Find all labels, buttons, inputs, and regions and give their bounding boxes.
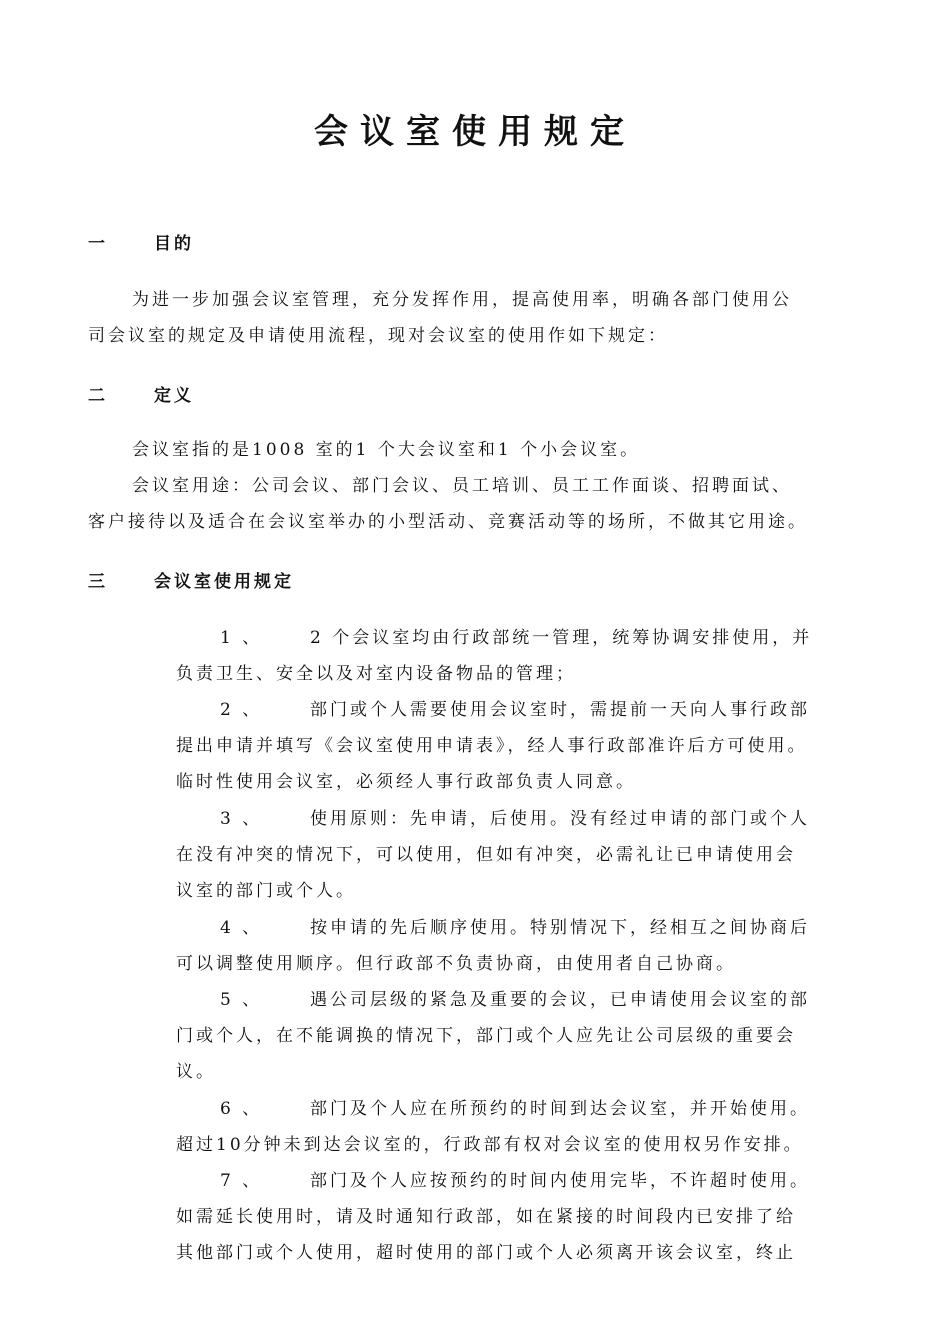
rule-item (176, 1091, 876, 1163)
rule-first-line (176, 801, 876, 837)
rule-text: 部门及个人应在所预约的时间到达会议室，并开始使用。 (310, 1099, 810, 1119)
rule-item (176, 620, 876, 692)
rule-item (176, 801, 876, 909)
rule-line: 临时性使用会议室，必须经人事行政部负责人同意。 (176, 772, 636, 792)
section-heading-definition (88, 381, 194, 406)
section-number: 一 (88, 234, 108, 254)
section-title: 定义 (154, 386, 194, 406)
paragraph-line: 客户接待以及适合在会议室举办的小型活动、竞赛活动等的场所，不做其它用途。 (88, 512, 808, 532)
rule-text: 使用原则：先申请，后使用。没有经过申请的部门或个人 (310, 809, 810, 829)
rule-item (176, 1163, 876, 1271)
paragraph-line: 会议室用途：公司会议、部门会议、员工培训、员工工作面谈、招聘面试、 (132, 476, 792, 496)
rule-item (176, 692, 876, 800)
section-heading-purpose (88, 229, 194, 254)
rule-text: 部门及个人应按预约的时间内使用完毕，不许超时使用。 (310, 1171, 810, 1191)
rule-text: 部门或个人需要使用会议室时，需提前一天向人事行政部 (310, 700, 810, 720)
rule-line: 如需延长使用时，请及时通知行政部，如在紧接的时间段内已安排了给 (176, 1207, 796, 1227)
rule-line: 可以调整使用顺序。但行政部不负责协商，由使用者自己协商。 (176, 954, 736, 974)
rule-text: 2 个会议室均由行政部统一管理，统筹协调安排使用，并 (310, 628, 813, 648)
paragraph-line: 会议室指的是1008 室的1 个大会议室和1 个小会议室。 (132, 440, 641, 460)
rule-number: 2 、 (220, 700, 263, 720)
rule-line: 议室的部门或个人。 (176, 881, 356, 901)
rule-line: 超过10分钟未到达会议室的，行政部有权对会议室的使用权另作安排。 (176, 1135, 804, 1155)
section-title: 目的 (154, 234, 194, 254)
section-heading-rules (88, 567, 294, 592)
section-number: 二 (88, 386, 108, 406)
rule-item (176, 910, 876, 982)
rule-number: 5 、 (220, 990, 263, 1010)
rule-first-line (176, 1163, 876, 1199)
paragraph-line: 为进一步加强会议室管理，充分发挥作用，提高使用率，明确各部门使用公 (132, 290, 792, 310)
rule-number: 7 、 (220, 1171, 263, 1191)
rule-first-line (176, 620, 876, 656)
rule-line: 在没有冲突的情况下，可以使用，但如有冲突，必需礼让已申请使用会 (176, 845, 796, 865)
rule-line: 其他部门或个人使用，超时使用的部门或个人必须离开该会议室，终止 (176, 1243, 796, 1263)
document-title: 会议室使用规定 (314, 112, 636, 152)
rule-item (176, 982, 876, 1090)
rule-line: 门或个人，在不能调换的情况下，部门或个人应先让公司层级的重要会 (176, 1026, 796, 1046)
paragraph-line: 司会议室的规定及申请使用流程，现对会议室的使用作如下规定： (88, 326, 668, 346)
rule-number: 4 、 (220, 918, 263, 938)
section-title: 会议室使用规定 (154, 572, 294, 592)
rule-text: 按申请的先后顺序使用。特别情况下，经相互之间协商后 (310, 918, 810, 938)
rule-first-line (176, 1091, 876, 1127)
rule-text: 遇公司层级的紧急及重要的会议，已申请使用会议室的部 (310, 990, 810, 1010)
rule-line: 提出申请并填写《会议室使用申请表》，经人事行政部准许后方可使用。 (176, 736, 808, 756)
rule-number: 1 、 (220, 628, 263, 648)
rule-line: 负责卫生、安全以及对室内设备物品的管理； (176, 664, 576, 684)
rule-first-line (176, 982, 876, 1018)
rule-line: 议。 (176, 1062, 216, 1082)
rule-number: 3 、 (220, 809, 263, 829)
rule-first-line (176, 692, 876, 728)
rule-number: 6 、 (220, 1099, 263, 1119)
section-number: 三 (88, 572, 108, 592)
rule-first-line (176, 910, 876, 946)
